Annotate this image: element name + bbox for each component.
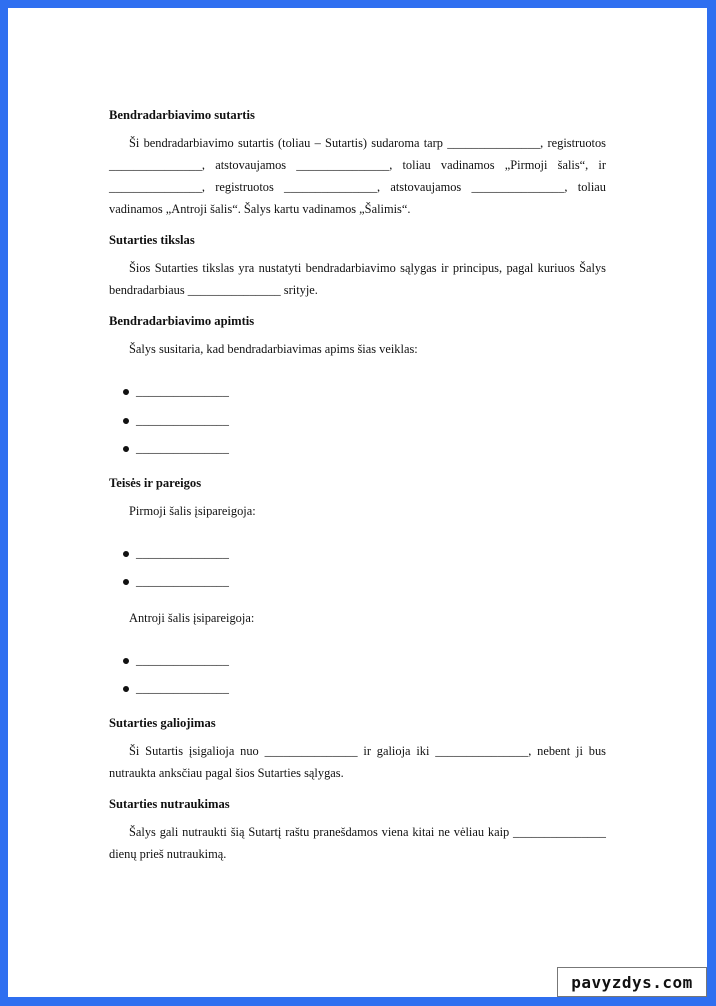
section-heading-termination: Sutarties nutraukimas xyxy=(109,796,230,811)
second-party-label: Antroji šalis įsipareigoja: xyxy=(129,610,255,625)
first-party-label: Pirmoji šalis įsipareigoja: xyxy=(129,503,256,518)
paragraph-scope: Šalys susitaria, kad bendradarbiavimas apims šias veiklas: xyxy=(129,342,418,356)
list-item: _______________ xyxy=(136,539,606,568)
list-item: _______________ xyxy=(136,377,606,406)
list-item: _______________ xyxy=(136,434,606,463)
paragraph-termination: Šalys gali nutraukti šią Sutartį raštu pranešdamos viena kitai ne vėliau kaip _______________ dienų prieš nutraukimą. xyxy=(109,824,606,861)
paragraph-parties: Ši bendradarbiavimo sutartis (toliau – Sutartis) sudaroma tarp _______________, registruotos _______________, atstovaujamos _______________, toliau vadinamos „Pirmoji šalis“, ir _______________, registruotos _______________, atstovaujamos _______________, toliau vadinamos „Antroji šalis“. Šalys kartu vadinamos „Šalimis“. xyxy=(109,136,606,216)
list-item: _______________ xyxy=(136,674,606,703)
list-item: _______________ xyxy=(136,567,606,596)
paragraph-validity: Ši Sutartis įsigalioja nuo _______________ ir galioja iki _______________, nebent ji bus nutraukta anksčiau pagal šios Sutarties sąlygas. xyxy=(109,743,606,780)
list-item: _______________ xyxy=(136,406,606,435)
scope-list xyxy=(109,377,606,463)
section-heading-agreement: Bendradarbiavimo sutartis xyxy=(109,108,255,122)
second-party-list xyxy=(109,646,606,703)
section-heading-validity: Sutarties galiojimas xyxy=(109,715,216,730)
paragraph-purpose: Šios Sutarties tikslas yra nustatyti bendradarbiavimo sąlygas ir principus, pagal kuriuos Šalys bendradarbiaus _______________ srityje. xyxy=(109,261,606,297)
document-body xyxy=(109,106,606,876)
list-item: _______________ xyxy=(136,646,606,675)
watermark-logo: pavyzdys.com xyxy=(557,967,707,997)
document-page xyxy=(8,8,707,997)
section-heading-purpose: Sutarties tikslas xyxy=(109,233,195,247)
section-heading-scope: Bendradarbiavimo apimtis xyxy=(109,314,255,328)
first-party-list xyxy=(109,539,606,596)
section-heading-rights: Teisės ir pareigos xyxy=(109,475,202,490)
